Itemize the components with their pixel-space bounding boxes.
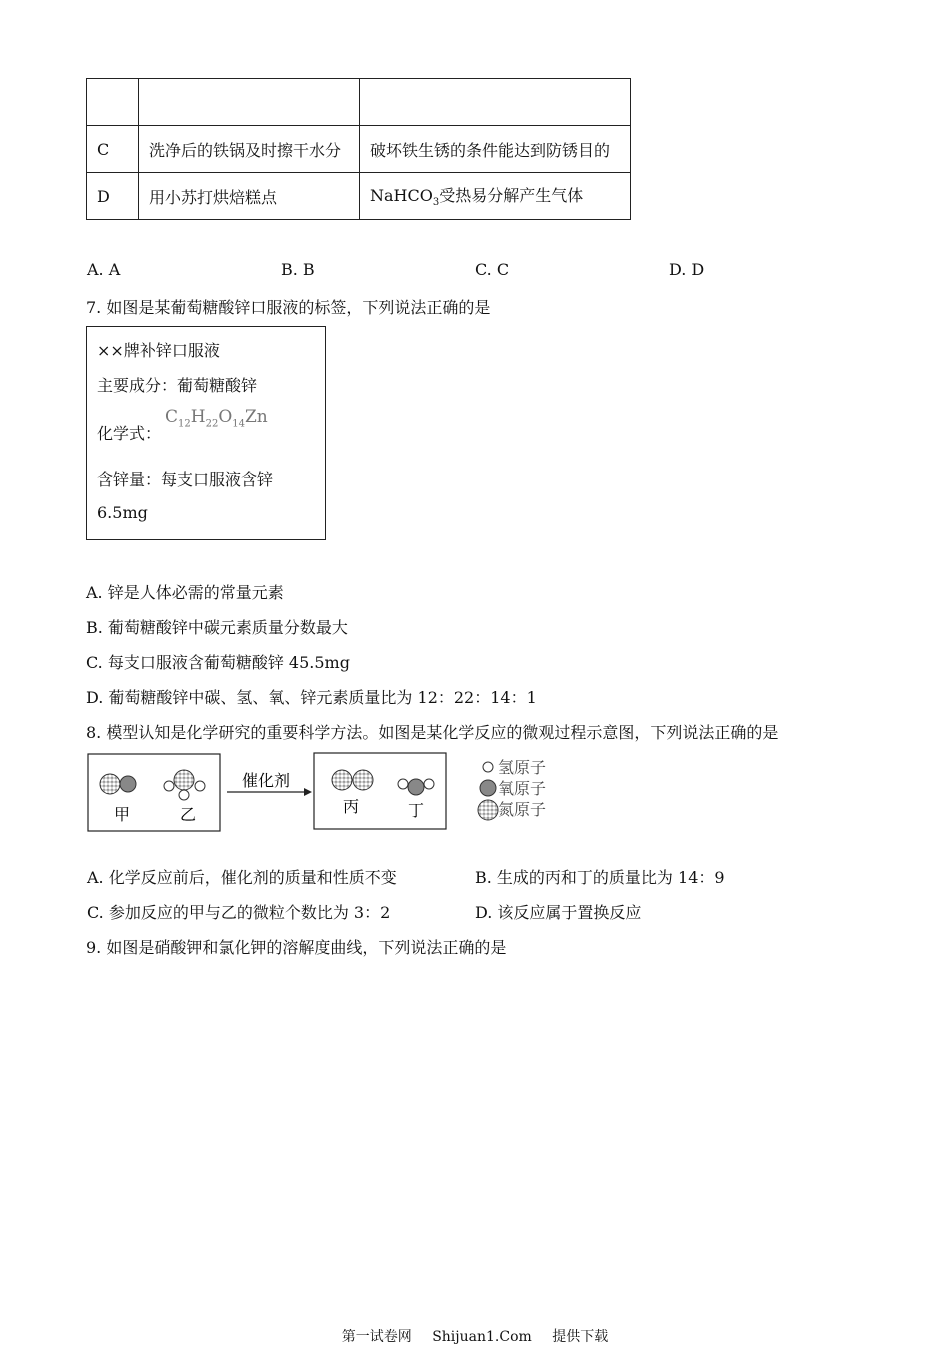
formula-text: NaHCO [370, 186, 433, 206]
q8-option-a[interactable]: A. 化学反应前后，催化剂的质量和性质不变 [87, 868, 397, 887]
q8-stem: 8. 模型认知是化学研究的重要科学方法。如图是某化学反应的微观过程示意图，下列说法正确的是 [86, 723, 779, 742]
table-cell-practice [139, 79, 360, 126]
q7-option-c[interactable]: C. 每支口服液含葡萄糖酸锌 45.5mg [86, 653, 350, 672]
footer-site-en[interactable]: Shijuan1.Com [432, 1329, 532, 1345]
nitrogen-atom [100, 774, 120, 794]
subscript-o: 14 [232, 418, 245, 430]
element-o: O [218, 407, 233, 427]
q8-option-d[interactable]: D. 该反应属于置换反应 [475, 903, 642, 922]
nitrogen-atom [332, 770, 352, 790]
oxygen-atom [120, 776, 136, 792]
reaction-diagram [86, 752, 566, 836]
nitrogen-atom [174, 770, 194, 790]
label-ding: 丁 [408, 801, 425, 820]
molecule-ding [398, 779, 434, 795]
formula-subscript: 3 [432, 197, 440, 209]
subscript-c: 12 [178, 418, 191, 430]
hydrogen-legend-icon [483, 762, 493, 772]
q7-option-a[interactable]: A. 锌是人体必需的常量元素 [86, 583, 284, 602]
table-cell-reason [360, 79, 631, 126]
q7-stem: 7. 如图是某葡萄糖酸锌口服液的标签，下列说法正确的是 [86, 298, 491, 317]
products-box [314, 753, 446, 829]
arrow-head-icon [304, 788, 312, 796]
label-yi: 乙 [180, 805, 197, 824]
footer-site-cn: 第一试卷网 [341, 1329, 412, 1345]
nitrogen-atom [353, 770, 373, 790]
hydrogen-atom [424, 779, 434, 789]
q7-option-d[interactable]: D. 葡萄糖酸锌中碳、氢、氧、锌元素质量比为 12：22：14：1 [86, 688, 537, 707]
oxygen-atom [408, 779, 424, 795]
table-cell-label: D [87, 173, 139, 220]
element-zn: Zn [244, 407, 268, 427]
q9-stem: 9. 如图是硝酸钾和氯化钾的溶解度曲线，下列说法正确的是 [86, 938, 507, 957]
table-row [87, 173, 631, 220]
element-c: C [165, 407, 179, 427]
table-row [87, 79, 631, 126]
option-d[interactable]: D. D [669, 260, 705, 279]
footer-provide: 提供下载 [552, 1329, 609, 1345]
hydrogen-atom [164, 781, 174, 791]
molecule-yi [164, 770, 205, 800]
option-b[interactable]: B. B [281, 260, 315, 279]
q6-options [0, 260, 950, 280]
subscript-h: 22 [205, 418, 219, 430]
oxygen-legend-icon [480, 780, 496, 796]
chemical-formula [165, 407, 268, 429]
label-zinc-line1: 含锌量：每支口服液含锌 [97, 470, 274, 489]
table-cell-practice: 洗净后的铁锅及时擦干水分 [139, 126, 360, 173]
hydrogen-atom [195, 781, 205, 791]
label-zinc-line2: 6.5mg [97, 503, 148, 522]
q8-option-b[interactable]: B. 生成的丙和丁的质量比为 14：9 [475, 868, 725, 887]
option-a[interactable]: A. A [87, 260, 121, 279]
legend-oxygen: 氧原子 [498, 779, 547, 798]
label-formula-prefix: 化学式： [97, 424, 162, 443]
q7-option-b[interactable]: B. 葡萄糖酸锌中碳元素质量分数最大 [86, 618, 348, 637]
medicine-label [86, 326, 326, 540]
table-row [87, 126, 631, 173]
hydrogen-atom [398, 779, 408, 789]
legend [478, 758, 546, 820]
element-h: H [190, 407, 206, 427]
legend-nitrogen: 氮原子 [498, 800, 547, 819]
table-cell-label: C [87, 126, 139, 173]
label-brand: ××牌补锌口服液 [97, 341, 220, 360]
label-jia: 甲 [114, 805, 131, 824]
option-c[interactable]: C. C [475, 260, 510, 279]
molecule-bing [332, 770, 373, 790]
q8-option-c[interactable]: C. 参加反应的甲与乙的微粒个数比为 3：2 [87, 903, 391, 922]
table-cell-label [87, 79, 139, 126]
label-bing: 丙 [343, 797, 360, 816]
legend-hydrogen: 氢原子 [498, 758, 547, 777]
nitrogen-legend-icon [478, 800, 498, 820]
table-cell-reason: 破坏铁生锈的条件能达到防锈目的 [360, 126, 631, 173]
answer-table [86, 78, 631, 220]
molecule-jia [100, 774, 136, 794]
catalyst-label: 催化剂 [242, 771, 291, 790]
table-cell-practice: 用小苏打烘焙糕点 [139, 173, 360, 220]
hydrogen-atom [179, 790, 189, 800]
table-cell-reason [360, 173, 631, 220]
page-footer [0, 1326, 950, 1346]
reason-text: 受热易分解产生气体 [439, 186, 584, 206]
label-ingredient: 主要成分：葡萄糖酸锌 [97, 376, 258, 395]
